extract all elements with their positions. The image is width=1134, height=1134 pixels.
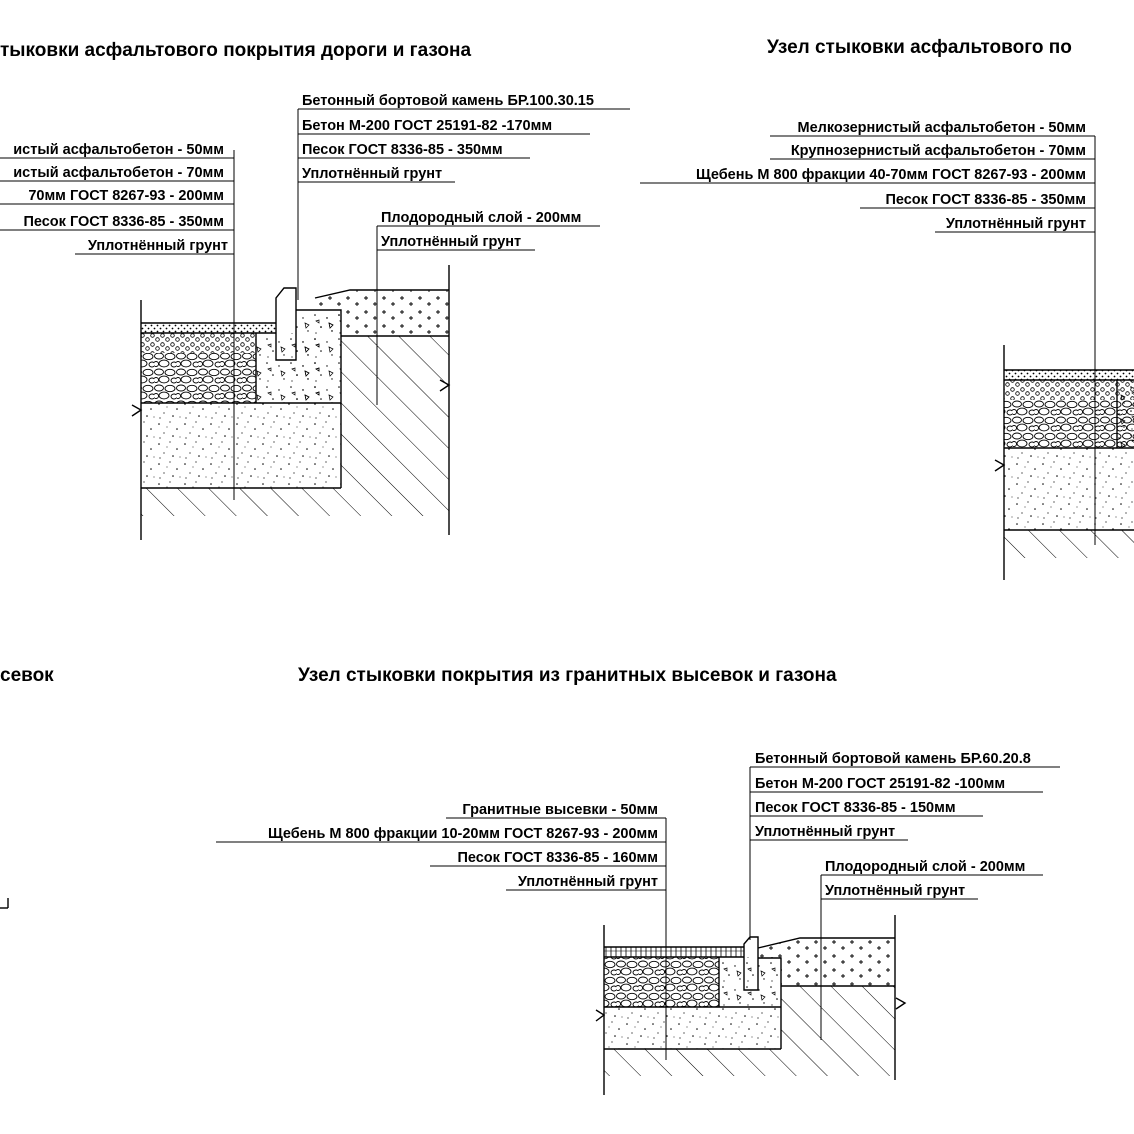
title-screenings-partial: севок xyxy=(0,665,54,686)
sand-layer xyxy=(141,403,341,488)
title-asphalt-lawn: тыковки асфальтового покрытия дороги и газона xyxy=(0,40,472,61)
curb-concrete-3 xyxy=(719,957,781,1007)
label-sand: Песок ГОСТ 8336-85 - 350мм xyxy=(23,214,224,230)
label-coarse-asphalt: истый асфальтобетон - 70мм xyxy=(13,165,224,181)
label-curb-ground: Уплотнённый грунт xyxy=(302,166,443,182)
label3-ground: Уплотнённый грунт xyxy=(517,874,658,890)
diagram-screenings-lawn xyxy=(216,751,1060,1095)
compacted-ground-lawn-3 xyxy=(781,986,895,1076)
fine-asphalt-layer xyxy=(141,323,276,333)
label-fine-asphalt: истый асфальтобетон - 50мм xyxy=(13,142,224,158)
label3-crushed-stone: Щебень М 800 фракции 10-20мм ГОСТ 8267-93 - 200мм xyxy=(268,826,658,842)
label3-granite: Гранитные высевки - 50мм xyxy=(462,802,658,818)
compacted-ground-path-3 xyxy=(604,1049,781,1076)
label-crushed-stone: 70мм ГОСТ 8267-93 - 200мм xyxy=(28,188,224,204)
label3-sand: Песок ГОСТ 8336-85 - 160мм xyxy=(457,850,658,866)
title-screenings-lawn: Узел стыковки покрытия из гранитных высевок и газона xyxy=(298,665,837,686)
label3-concrete: Бетон М-200 ГОСТ 25191-82 -100мм xyxy=(755,776,1006,792)
label3-fertile-soil: Плодородный слой - 200мм xyxy=(825,859,1026,875)
curb-concrete-back xyxy=(296,310,341,403)
label-compacted-ground: Уплотнённый грунт xyxy=(87,238,228,254)
label2-fine-asphalt: Мелкозернистый асфальтобетон - 50мм xyxy=(797,120,1086,136)
granite-screenings-layer xyxy=(604,947,744,957)
label3-curb-ground: Уплотнённый грунт xyxy=(755,824,896,840)
label2-crushed-stone: Щебень М 800 фракции 40-70мм ГОСТ 8267-93 - 200мм xyxy=(696,167,1086,183)
label3-curb-sand: Песок ГОСТ 8336-85 - 150мм xyxy=(755,800,956,816)
crushed-stone-layer xyxy=(141,353,256,403)
title-asphalt-junction-2: Узел стыковки асфальтового по xyxy=(767,37,1072,58)
label-curb-stone: Бетонный бортовой камень БР.100.30.15 xyxy=(302,93,594,109)
label3-curb-stone: Бетонный бортовой камень БР.60.20.8 xyxy=(755,751,1031,767)
label-concrete: Бетон М-200 ГОСТ 25191-82 -170мм xyxy=(302,118,553,134)
label2-ground: Уплотнённый грунт xyxy=(945,216,1086,232)
label3-lawn-ground: Уплотнённый грунт xyxy=(825,883,966,899)
diagram-asphalt-2 xyxy=(640,120,1134,580)
label-fertile-soil: Плодородный слой - 200мм xyxy=(381,210,582,226)
crushed-stone-layer-3 xyxy=(604,957,719,1007)
diagram-asphalt-lawn xyxy=(0,93,630,540)
label2-coarse-asphalt: Крупнозернистый асфальтобетон - 70мм xyxy=(790,143,1086,159)
sand-layer-3 xyxy=(604,1007,781,1049)
label2-sand: Песок ГОСТ 8336-85 - 350мм xyxy=(885,192,1086,208)
coarse-asphalt-layer xyxy=(141,333,256,353)
label-lawn-ground: Уплотнённый грунт xyxy=(381,234,522,250)
label-curb-sand: Песок ГОСТ 8336-85 - 350мм xyxy=(302,142,503,158)
